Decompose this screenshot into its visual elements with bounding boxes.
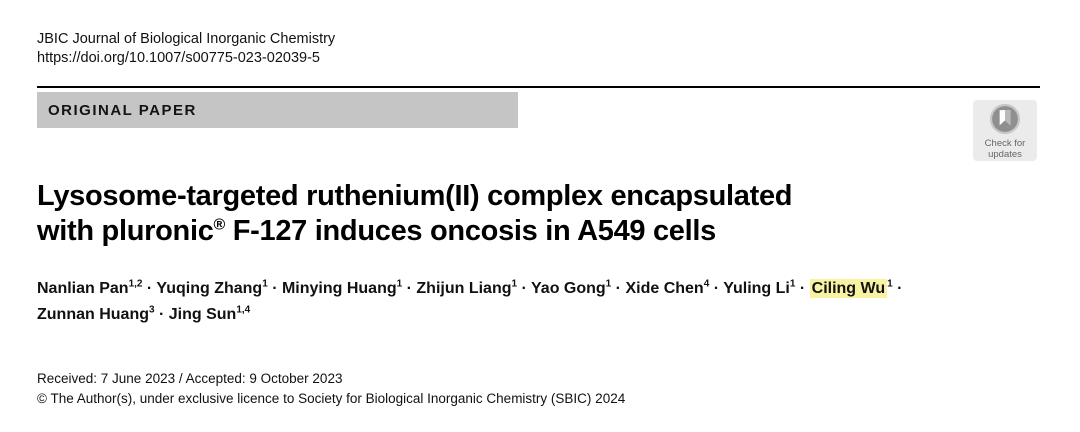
- article-title-line1: Lysosome-targeted ruthenium(II) complex encapsulated: [37, 180, 793, 212]
- article-type-banner: [37, 92, 518, 128]
- doi-link[interactable]: https://doi.org/10.1007/s00775-023-02039-5: [37, 50, 320, 66]
- title-line2-text: with pluronic: [37, 215, 214, 247]
- author-name: Zunnan Huang: [37, 306, 149, 323]
- title-line2-text-cont: F-127 induces oncosis in A549 cells: [224, 215, 716, 247]
- author-name: Nanlian Pan: [37, 280, 129, 297]
- author-separator: ·: [142, 280, 157, 297]
- author-affiliation-superscript: 1,4: [236, 304, 251, 316]
- author-affiliation-superscript: 1: [396, 278, 403, 290]
- author-name: Yuling Li: [723, 280, 790, 297]
- check-badge-line2: updates: [988, 149, 1022, 160]
- masthead: [37, 30, 335, 68]
- author-affiliation-superscript: 1: [511, 278, 518, 290]
- check-badge-text: [973, 138, 1037, 160]
- crossmark-icon: [989, 122, 1021, 139]
- journal-name: JBIC Journal of Biological Inorganic Chemistry: [37, 31, 336, 47]
- article-history: [37, 369, 625, 409]
- author-name: Yao Gong: [531, 280, 606, 297]
- article-title: [37, 179, 1037, 249]
- author-separator: ·: [611, 280, 626, 297]
- author-separator: ·: [517, 280, 531, 297]
- author-name: Yuqing Zhang: [156, 280, 263, 297]
- author-separator: ·: [154, 306, 169, 323]
- author-affiliation-superscript: 1: [789, 278, 796, 290]
- author-line: [37, 276, 1047, 302]
- author-name: Minying Huang: [281, 280, 397, 297]
- check-for-updates-button[interactable]: [973, 100, 1037, 161]
- author-separator: ·: [267, 280, 282, 297]
- author-name: Jing Sun: [168, 306, 237, 323]
- author-line: [37, 302, 1047, 328]
- horizontal-rule: [37, 86, 1040, 88]
- author-separator: ·: [402, 280, 417, 297]
- registered-trademark-symbol: ®: [213, 216, 225, 234]
- author-affiliation-superscript: 1: [605, 278, 612, 290]
- author-name: Xide Chen: [625, 280, 704, 297]
- article-title-line2: [37, 214, 1037, 249]
- author-affiliation-superscript: 4: [703, 278, 710, 290]
- author-affiliation-superscript: 1,2: [128, 278, 143, 290]
- author-separator: ·: [892, 280, 903, 297]
- received-accepted-dates: Received: 7 June 2023 / Accepted: 9 October 2023: [37, 371, 343, 386]
- author-separator: ·: [709, 280, 724, 297]
- author-separator: ·: [795, 280, 810, 297]
- copyright-notice: © The Author(s), under exclusive licence to Society for Biological Inorganic Chemistry (SBIC) 2024: [37, 391, 626, 406]
- check-badge-line1: Check for: [984, 138, 1026, 149]
- author-name: Zhijun Liang: [416, 280, 512, 297]
- author-name: Ciling Wu: [811, 280, 886, 297]
- author-list: [37, 276, 1047, 328]
- article-type-label: ORIGINAL PAPER: [48, 101, 197, 119]
- author-affiliation-superscript: 1: [262, 278, 268, 290]
- author-affiliation-superscript: 1: [887, 278, 893, 290]
- author-affiliation-superscript: 3: [148, 304, 155, 316]
